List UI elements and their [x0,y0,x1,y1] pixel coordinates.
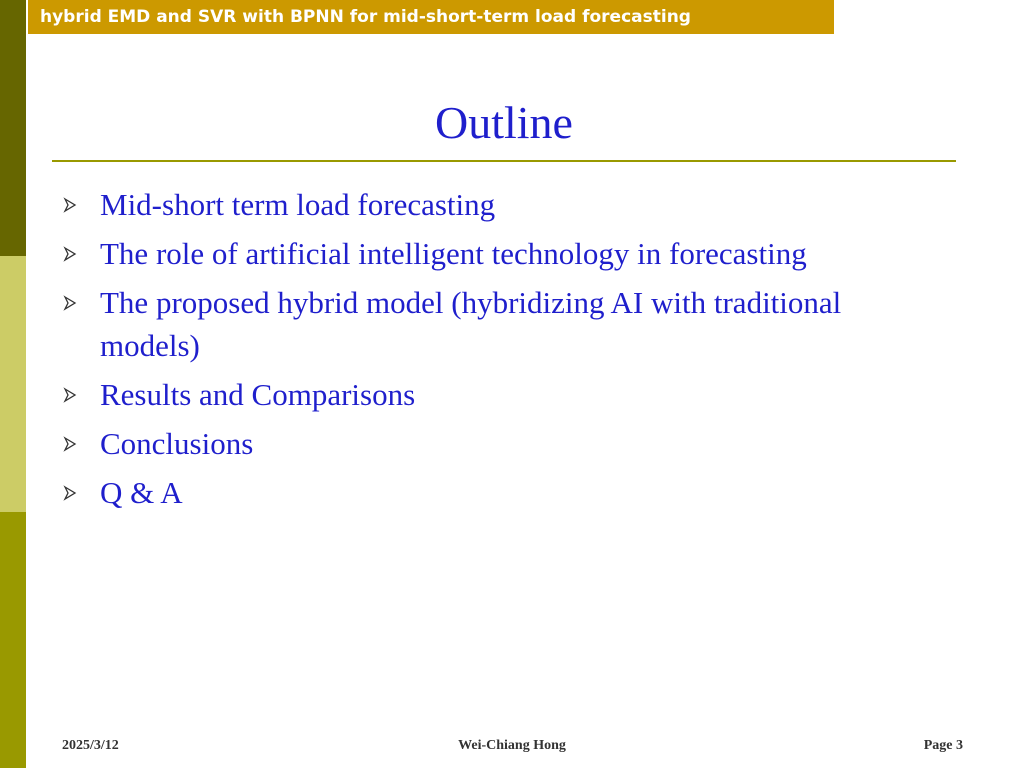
list-item [60,232,940,275]
bullet-text: Q & A [100,475,183,510]
slide-title: Outline [435,97,573,148]
bullet-text: The proposed hybrid model (hybridizing AI with traditional models) [100,285,842,363]
sidebar-block-olive [0,512,26,768]
list-item [60,471,940,514]
arrow-bullet-icon [62,197,78,213]
arrow-bullet-icon [62,387,78,403]
list-item [60,373,940,416]
bullet-text: The role of artificial intelligent technology in forecasting [100,236,807,271]
footer-author: Wei-Chiang Hong [458,738,566,753]
footer-date: 2025/3/12 [62,738,119,753]
header-banner: hybrid EMD and SVR with BPNN for mid-short-term load forecasting [28,0,834,34]
left-color-bar [0,0,26,768]
bullet-text: Results and Comparisons [100,377,416,412]
list-item [60,183,940,226]
title-divider [52,160,956,162]
arrow-bullet-icon [62,246,78,262]
arrow-bullet-icon [62,485,78,501]
arrow-bullet-icon [62,436,78,452]
arrow-bullet-icon [62,295,78,311]
sidebar-block-dark [0,0,26,256]
list-item [60,281,940,367]
sidebar-block-light [0,256,26,512]
footer-page-number: Page 3 [923,738,963,753]
list-item [60,422,940,465]
bullet-text: Mid-short term load forecasting [100,187,496,222]
bullet-text: Conclusions [100,426,254,461]
bullet-list [60,183,940,520]
